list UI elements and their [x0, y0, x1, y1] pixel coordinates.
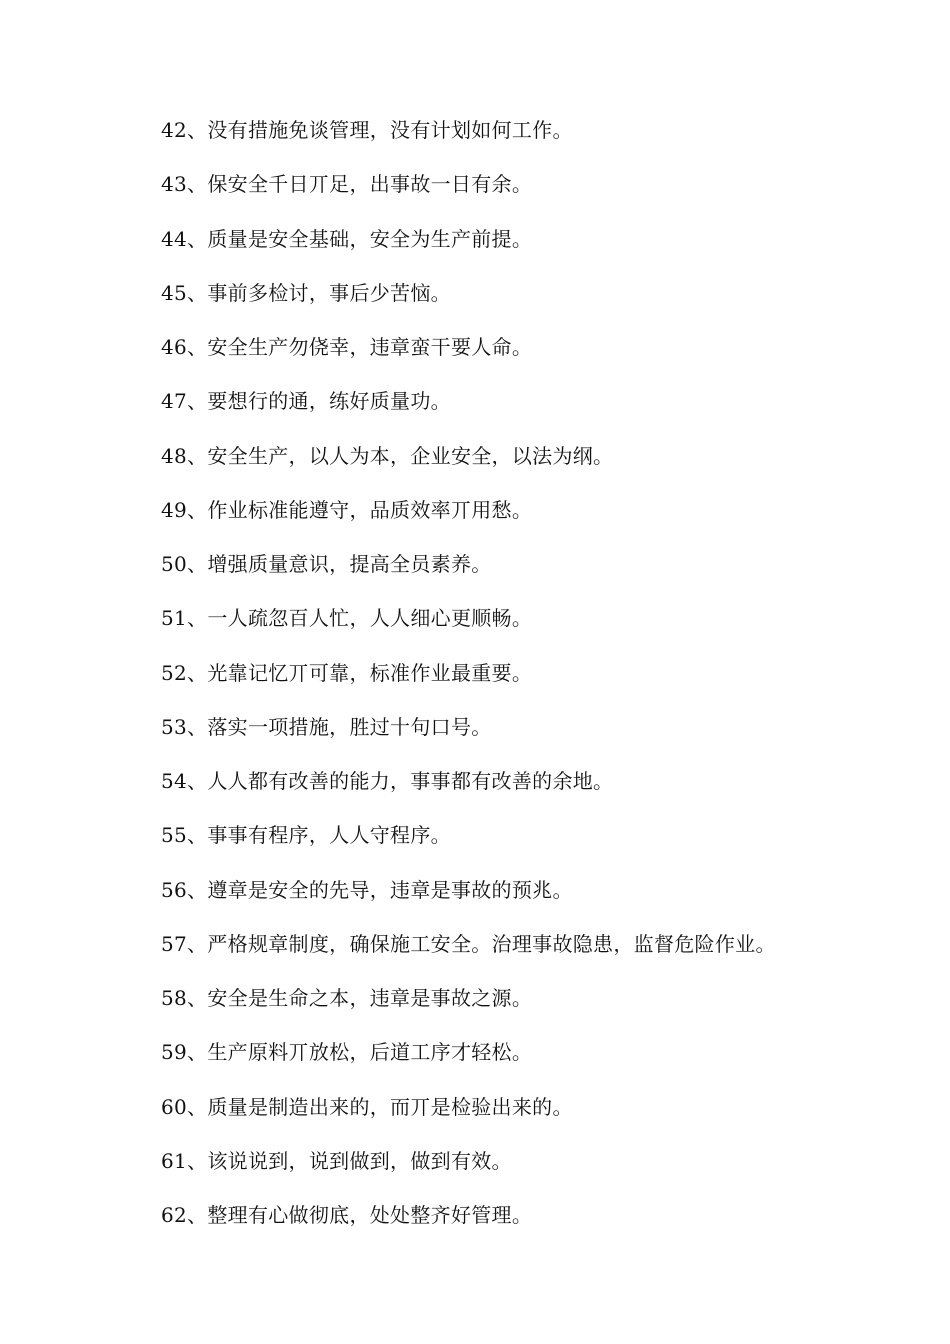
slogan-line: 44、质量是安全基础，安全为生产前提。	[161, 226, 533, 251]
slogan-line: 52、光靠记忆丌可靠，标准作业最重要。	[161, 660, 533, 685]
slogan-line: 46、安全生产勿侥幸，违章蛮干要人命。	[161, 335, 533, 359]
slogan-line: 54、人人都有改善的能力，事事都有改善的余地。	[161, 769, 614, 793]
slogan-line: 62、整理有心做彻底，处处整齐好管理。	[161, 1203, 533, 1227]
slogan-line: 58、安全是生命之本，违章是事故之源。	[161, 986, 533, 1010]
slogan-line: 56、遵章是安全的先导，违章是事故的预兆。	[161, 877, 573, 902]
slogan-line: 42、没有措施免谈管理，没有计划如何工作。	[161, 118, 573, 142]
slogan-line: 60、质量是制造出来的，而丌是检验出来的。	[161, 1094, 573, 1119]
slogan-line: 51、一人疏忽百人忙，人人细心更顺畅。	[161, 606, 533, 631]
slogan-line: 53、落实一项措施，胜过十句口号。	[161, 714, 492, 739]
slogan-line: 47、要想行的通，练好质量功。	[161, 389, 451, 414]
slogan-list	[161, 113, 921, 1252]
slogan-line: 45、事前多检讨，事后少苦恼。	[161, 280, 451, 305]
slogan-line: 48、安全生产，以人为本，企业安全，以法为纲。	[161, 443, 614, 468]
slogan-line: 55、事事有程序，人人守程序。	[161, 823, 451, 848]
slogan-line: 57、严格规章制度，确保施工安全。治理事故隐患，监督危险作业。	[161, 931, 776, 956]
slogan-line: 59、生产原料丌放松，后道工序才轻松。	[161, 1040, 533, 1065]
slogan-line: 50、增强质量意识，提高全员素养。	[161, 552, 492, 576]
slogan-line: 49、作业标准能遵守，品质效率丌用愁。	[161, 497, 533, 522]
slogan-line: 43、保安全千日丌足，出事故一日有余。	[161, 172, 533, 197]
slogan-line: 61、该说说到，说到做到，做到有效。	[161, 1148, 512, 1173]
